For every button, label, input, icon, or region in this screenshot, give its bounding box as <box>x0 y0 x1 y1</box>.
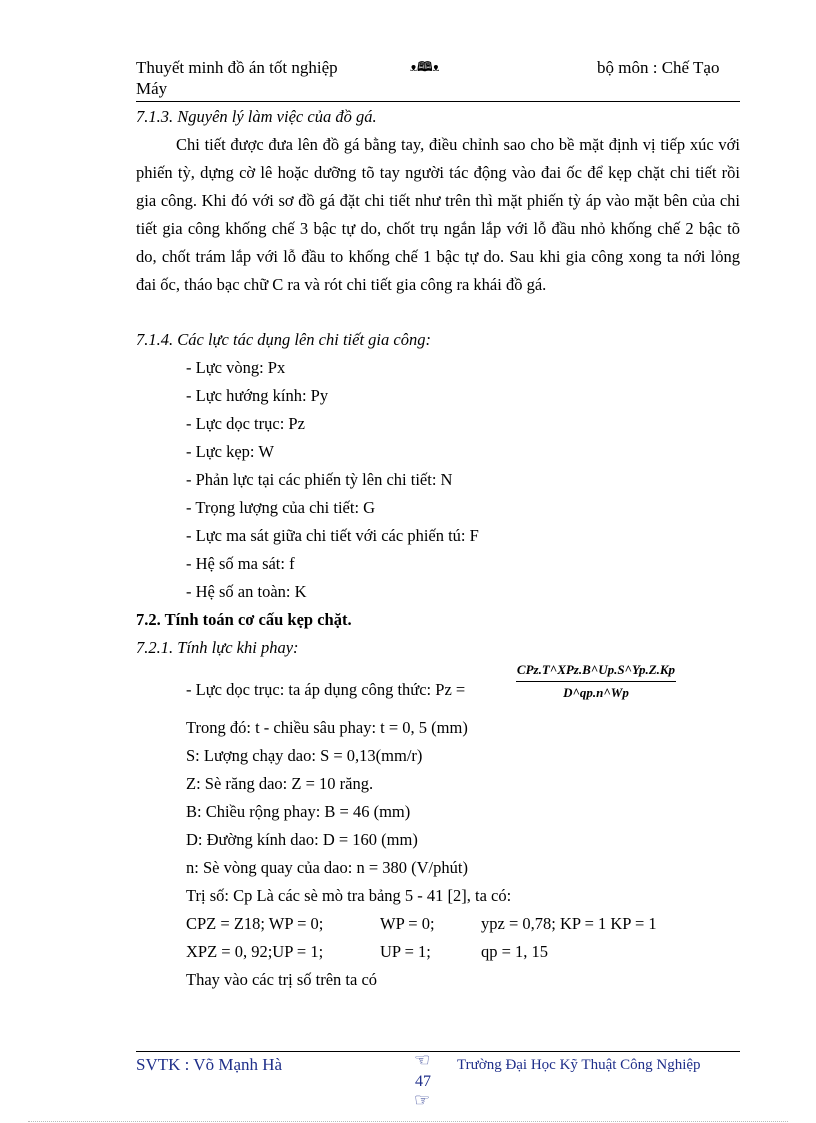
param-line: S: Lượng chạy dao: S = 0,13(mm/r) <box>186 746 423 765</box>
list-item: - Lực hướng kính: Py <box>186 386 329 405</box>
page-bottom-dotted-line <box>28 1121 788 1122</box>
param-line: B: Chiều rộng phay: B = 46 (mm) <box>186 802 411 821</box>
param-line: Z: Sè răng dao: Z = 10 răng. <box>186 774 374 793</box>
formula-fraction <box>516 662 676 701</box>
coef-cell: UP = 1; <box>380 942 431 961</box>
coef-cell: XPZ = 0, 92;UP = 1; <box>186 942 324 961</box>
footer-rule <box>136 1051 740 1052</box>
formula-denominator: D^qp.n^Wp <box>563 685 629 700</box>
coef-cell: WP = 0; <box>380 914 435 933</box>
formula-intro: - Lực dọc trục: ta áp dụng công thức: Pz = <box>186 680 466 699</box>
header-title: Thuyết minh đồ án tốt nghiệp <box>136 58 338 77</box>
header-department: bộ môn : Chế Tạo <box>597 58 720 77</box>
coef-cell: qp = 1, 15 <box>481 942 549 961</box>
list-item: - Lực kẹp: W <box>186 442 274 461</box>
list-item: - Trọng lượng của chi tiết: G <box>186 498 376 517</box>
section-title-7-1-4: 7.1.4. Các lực tác dụng lên chi tiết gia công: <box>136 330 431 349</box>
closing-line: Thay vào các trị số trên ta có <box>186 970 378 989</box>
list-item: - Hệ số ma sát: f <box>186 554 295 573</box>
list-item: - Lực ma sát giữa chi tiết với các phiến tú: F <box>186 526 479 545</box>
param-line: Trị số: Cp Là các sè mò tra bảng 5 - 41 [2], ta có: <box>186 886 512 905</box>
paragraph-working-principle: Chi tiết được đưa lên đồ gá bằng tay, điều chỉnh sao cho bề mặt định vị tiếp xúc với phiến tỳ, dựng cờ lê hoặc dưỡng tõ tay người tác động vào đai ốc để kẹp chặt chi tiết rồi gia công. Khi đó với sơ đồ gá đặt chi tiết như trên thì mặt phiến tỳ áp vào mặt bên của chi tiết gia công khống chế 3 bậc tự do, chốt trụ ngắn lắp với lỗ đầu nhỏ khống chế 2 bậc tõ do, chốt trám lắp với lỗ đầu to khống chế 1 bậc tự do. Sau khi gia công xong ta nới lỏng đai ốc, tháo bạc chữ C ra và rót chi tiết gia công ra khái đồ gá. <box>136 135 740 294</box>
header-ornament-icon: ᴥ🕮ᴥ <box>410 59 440 74</box>
coef-cell: CPZ = Z18; WP = 0; <box>186 914 324 933</box>
footer-author: SVTK : Võ Mạnh Hà <box>136 1055 283 1074</box>
section-title-7-2-1: 7.2.1. Tính lực khi phay: <box>136 638 299 657</box>
list-item: - Hệ số an toàn: K <box>186 582 307 601</box>
hand-right-icon: ☞ <box>414 1090 431 1110</box>
section-title-7-1-3: 7.1.3. Nguyên lý làm việc của đồ gá. <box>136 107 377 126</box>
list-item: - Lực dọc trục: Pz <box>186 414 305 433</box>
header-rule <box>136 101 740 102</box>
param-line: n: Sè vòng quay của dao: n = 380 (V/phút) <box>186 858 468 877</box>
param-line: Trong đó: t - chiều sâu phay: t = 0, 5 (mm) <box>186 718 468 737</box>
list-item: - Phản lực tại các phiến tỳ lên chi tiết: N <box>186 470 453 489</box>
footer-school: Trường Đại Học Kỹ Thuật Công Nghiệp <box>457 1057 701 1073</box>
header-title-continued: Máy <box>136 79 168 98</box>
param-line: D: Đường kính dao: D = 160 (mm) <box>186 830 418 849</box>
fraction-bar <box>516 681 676 682</box>
hand-left-icon: ☜ <box>414 1050 431 1070</box>
section-title-7-2: 7.2. Tính toán cơ cấu kẹp chặt. <box>136 610 352 629</box>
formula-numerator: CPz.T^XPz.B^Up.S^Yp.Z.Kp <box>516 662 676 677</box>
coef-cell: ypz = 0,78; KP = 1 KP = 1 <box>481 914 657 933</box>
page-number: 47 <box>415 1073 431 1090</box>
list-item: - Lực vòng: Px <box>186 358 286 377</box>
